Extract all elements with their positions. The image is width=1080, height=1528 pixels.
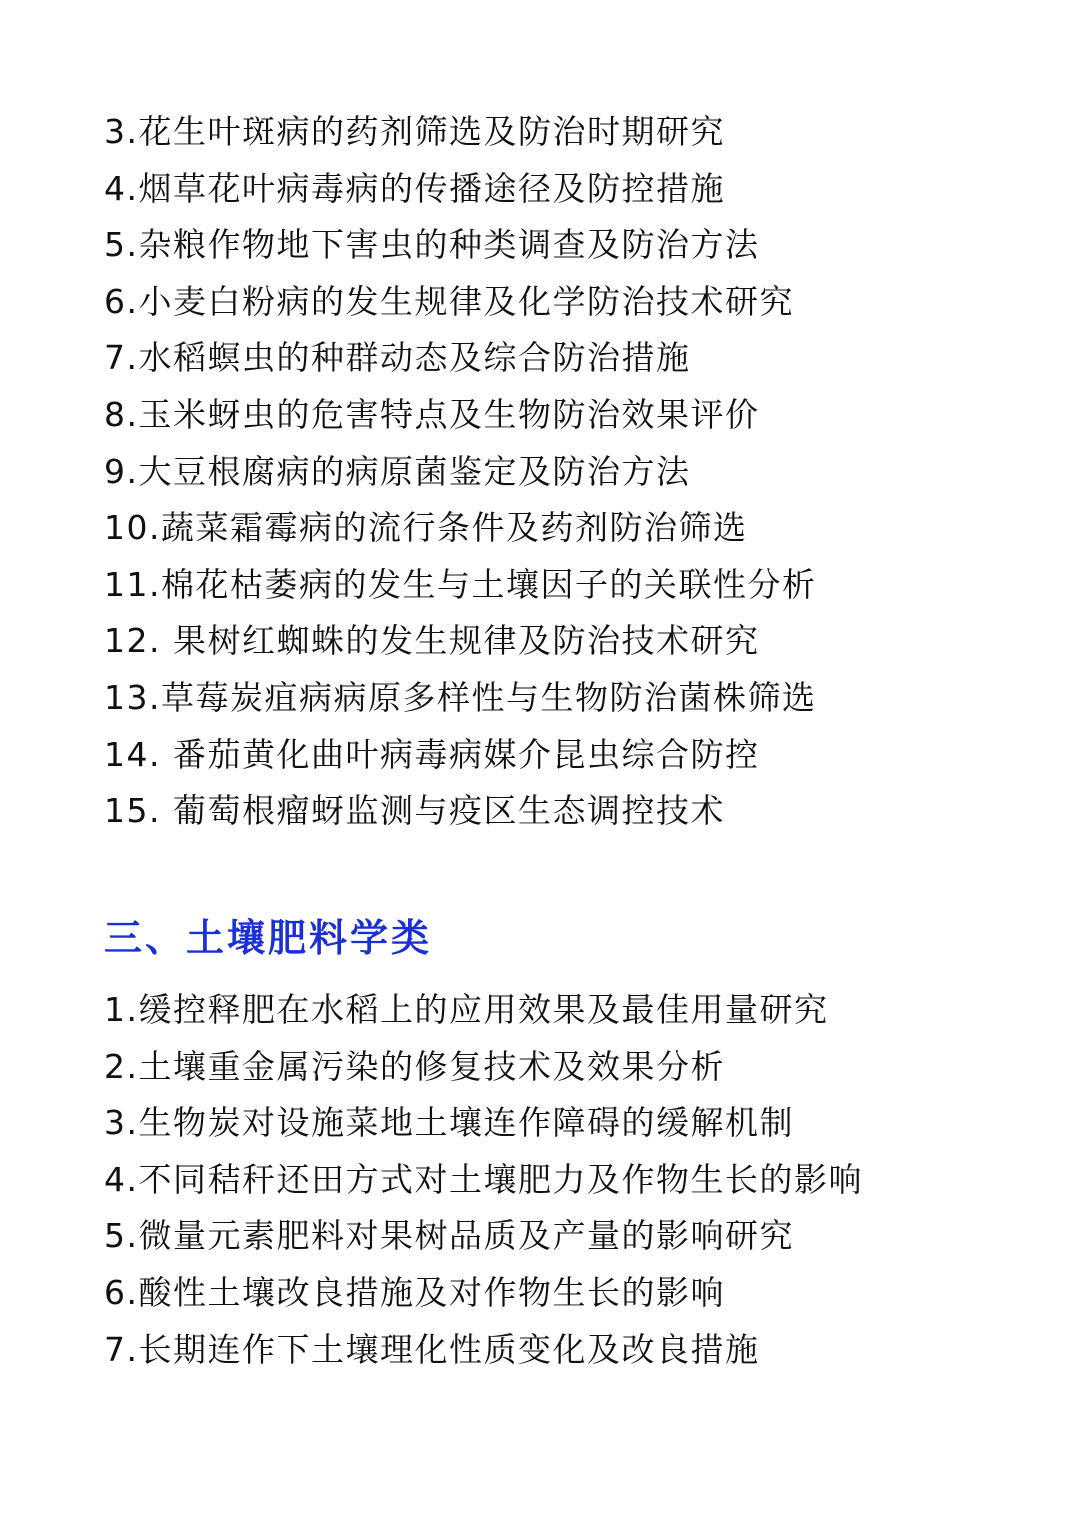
topic-item: 10.蔬菜霜霉病的流行条件及药剂防治筛选 — [104, 508, 748, 548]
topic-item: 4.不同秸秆还田方式对土壤肥力及作物生长的影响 — [104, 1159, 863, 1199]
section-heading-soil-fertilizer: 三、土壤肥料学类 — [104, 916, 433, 960]
topic-item: 8.玉米蚜虫的危害特点及生物防治效果评价 — [104, 394, 760, 434]
topic-item: 6.小麦白粉病的发生规律及化学防治技术研究 — [104, 281, 794, 321]
topic-item: 3.花生叶斑病的药剂筛选及防治时期研究 — [104, 112, 725, 151]
topic-item: 14. 番茄黄化曲叶病毒病媒介昆虫综合防控 — [104, 734, 760, 774]
topic-item: 7.水稻螟虫的种群动态及综合防治措施 — [104, 338, 691, 378]
topic-item: 9.大豆根腐病的病原菌鉴定及防治方法 — [104, 451, 691, 491]
topic-item: 5.杂粮作物地下害虫的种类调查及防治方法 — [104, 225, 760, 265]
topic-item: 11.棉花枯萎病的发生与土壤因子的关联性分析 — [104, 564, 817, 604]
topic-item: 12. 果树红蜘蛛的发生规律及防治技术研究 — [104, 621, 760, 661]
topic-item: 4.烟草花叶病毒病的传播途径及防控措施 — [104, 168, 725, 208]
topic-item: 15. 葡萄根瘤蚜监测与疫区生态调控技术 — [104, 791, 725, 831]
topic-item: 1.缓控释肥在水稻上的应用效果及最佳用量研究 — [104, 990, 829, 1029]
soil-fertilizer-topic-list — [104, 982, 863, 1378]
topic-item: 6.酸性土壤改良措施及对作物生长的影响 — [104, 1272, 725, 1312]
topic-item: 7.长期连作下土壤理化性质变化及改良措施 — [104, 1329, 760, 1369]
plant-protection-topic-list — [104, 104, 816, 840]
topic-item: 3.生物炭对设施菜地土壤连作障碍的缓解机制 — [104, 1103, 794, 1143]
topic-item: 5.微量元素肥料对果树品质及产量的影响研究 — [104, 1216, 794, 1256]
topic-item: 2.土壤重金属污染的修复技术及效果分析 — [104, 1046, 725, 1086]
topic-item: 13.草莓炭疽病病原多样性与生物防治菌株筛选 — [104, 677, 817, 717]
